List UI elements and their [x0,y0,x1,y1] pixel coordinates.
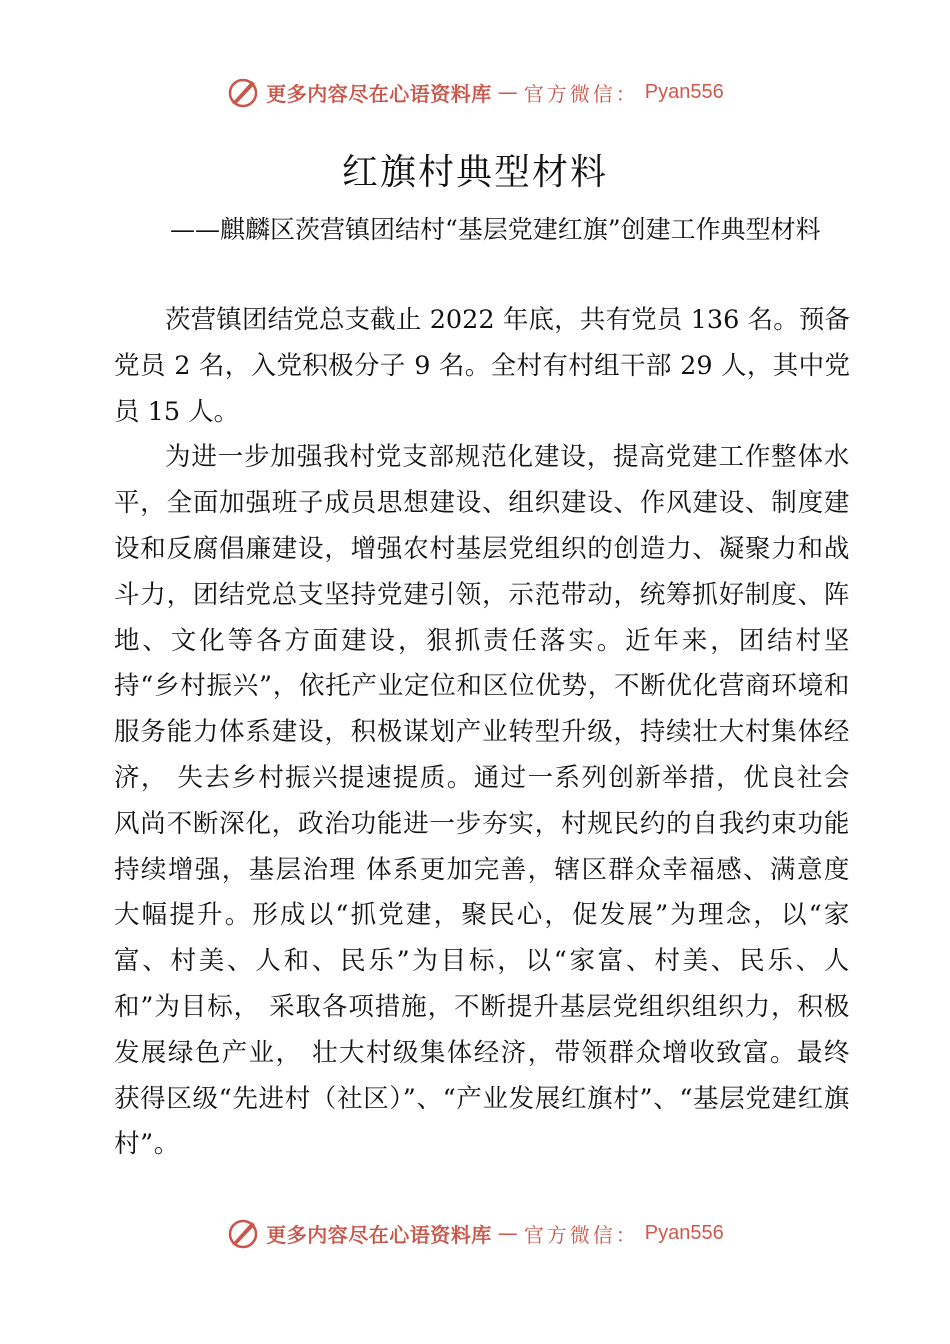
paragraph-membership-stats: 茨营镇团结党总支截止 2022 年底，共有党员 136 名。预备党员 2 名，入党积极分子 9 名。全村有村组干部 29 人，其中党员 15 人。 [114,305,851,427]
quill-pen-logo-icon [226,1216,260,1250]
header-watermark [0,72,950,112]
document-title: 红旗村典型材料 [341,152,608,193]
watermark-main-text: 更多内容尽在心语资料库 [266,81,492,106]
watermark-wechat-label: 官方微信： [523,1222,639,1247]
watermark-wechat-label: 官方微信： [523,81,639,106]
watermark-separator: — [497,1221,518,1245]
footer-watermark [0,1213,950,1253]
document-body [114,298,850,1168]
document-subtitle: ——麒麟区茨营镇团结村“基层党建红旗”创建工作典型材料 [170,215,821,244]
watermark-wechat-id: Pyan556 [644,80,724,103]
paragraph-party-building: 为进一步加强我村党支部规范化建设，提高党建工作整体水平，全面加强班子成员思想建设、组织建设、作风建设、制度建设和反腐倡廉建设，增强农村基层党组织的创造力、凝聚力和战斗力，团结党总支坚持党建引领，示范带动，统筹抓好制度、阵地、文化等各方面建设，狠抓责任落实。近年来，团结村坚持“乡村振兴”，依托产业定位和区位优势，不断优化营商环境和服务能力体系建设，积极谋划产业转型升级，持续壮大村集体经济， 失去乡村振兴提速提质。通过一系列创新举措，优良社会风尚不断深化，政治功能进一步夯实，村规民约的自我约束功能持续增强，基层治理 体系更加完善，辖区群众幸福感、满意度大幅提升。形成以“抓党建，聚民心，促发展”为理念，以“家富、村美、人和、民乐”为目标，以“家富、村美、民乐、人和”为目标， 采取各项措施，不断提升基层党组织组织力，积极发展绿色产业， 壮大村级集体经济，带领群众增收致富。最终获得区级“先进村（社区）”、“产业发展红旗村”、“基层党建红旗村”。 [114,442,850,1160]
watermark-wechat-id: Pyan556 [644,1221,724,1244]
watermark-separator: — [497,80,518,104]
watermark-main-text: 更多内容尽在心语资料库 [266,1222,492,1247]
quill-pen-logo-icon [226,75,260,109]
